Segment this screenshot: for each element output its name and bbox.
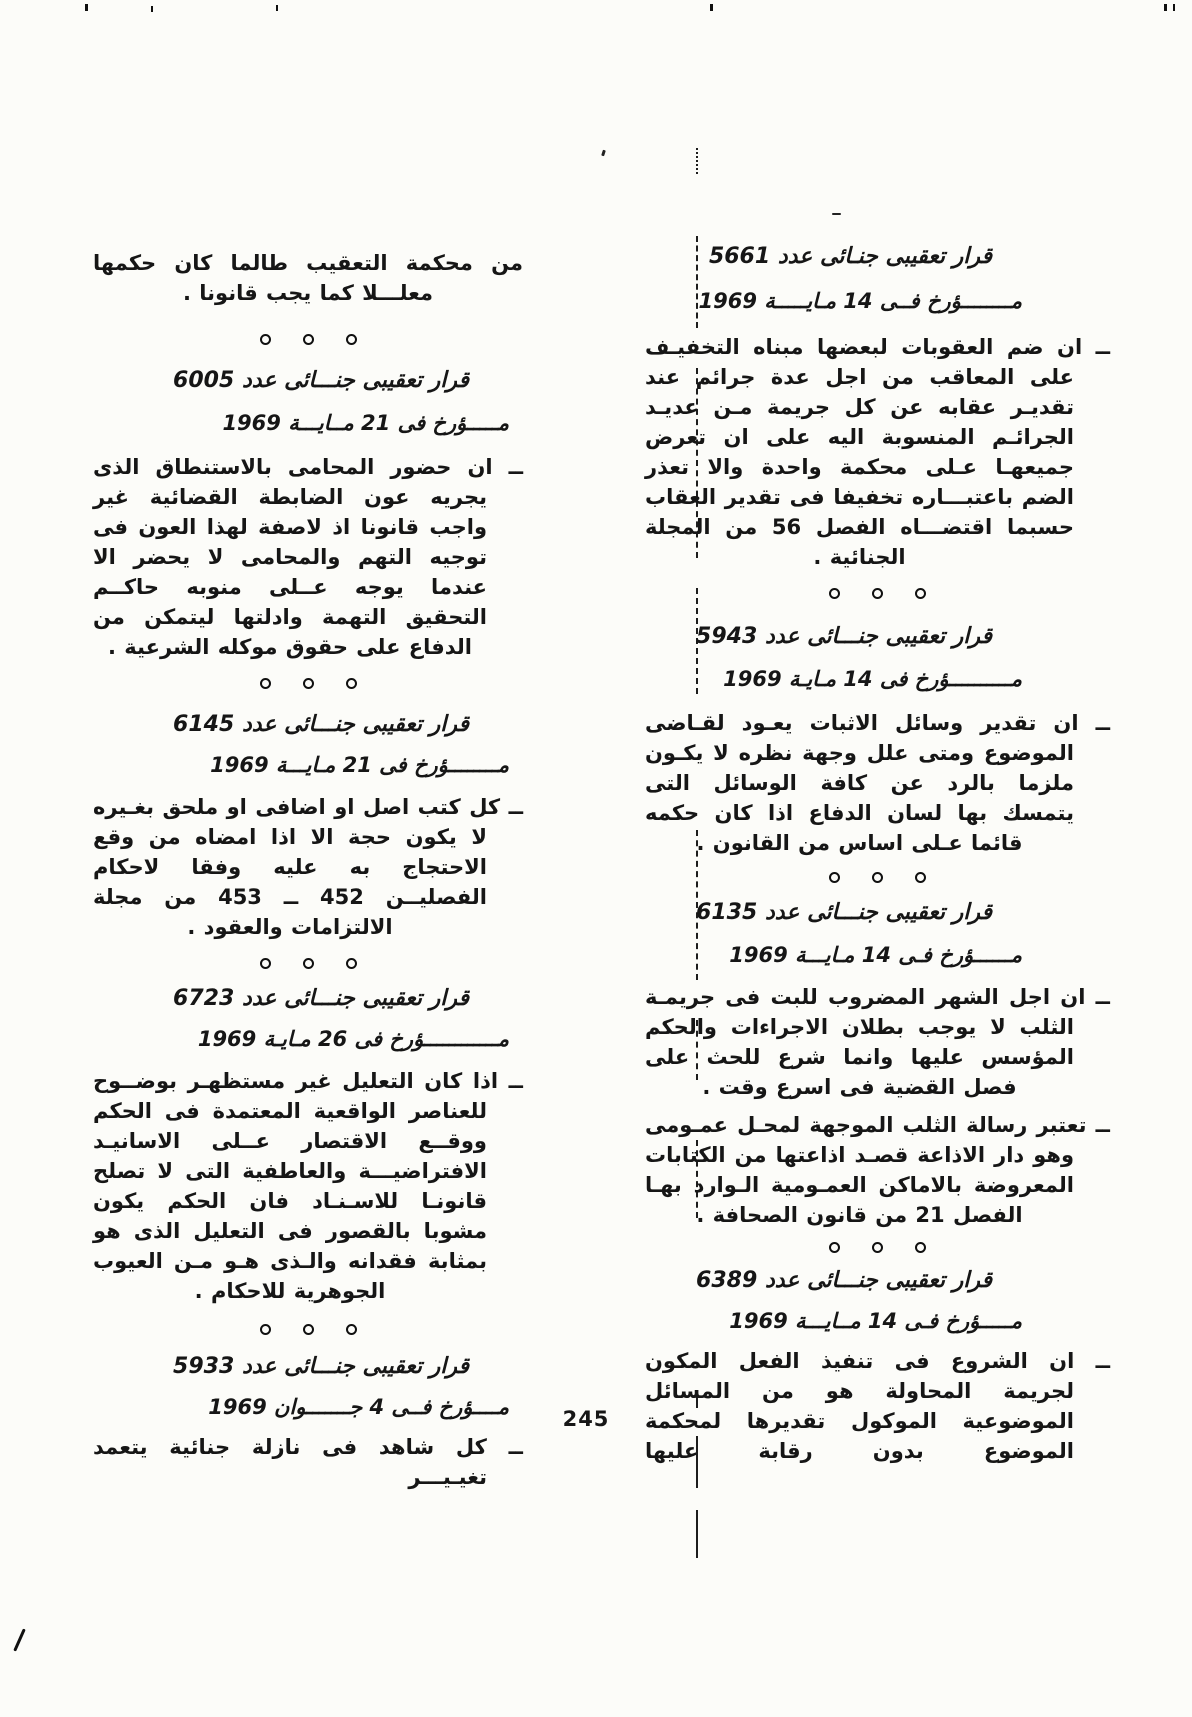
decision-title: قرار تعقيبى جنـــائى عدد 6135 [696, 900, 992, 925]
separator-ornament [346, 678, 357, 689]
section-separator [93, 950, 523, 976]
scan-tick [1164, 4, 1167, 11]
decision-date: مــــــــؤرخ فى 21 مـايـــة 1969 [210, 753, 509, 777]
separator-ornament [346, 1324, 357, 1335]
separator-ornament [346, 334, 357, 345]
section-separator [645, 580, 1110, 606]
separator-ornament [915, 1242, 926, 1253]
separator-ornament [829, 588, 840, 599]
column-left [93, 240, 523, 1492]
decision-date: مــــــــــؤرخ فى 14 مـايـة 1969 [723, 667, 1022, 691]
decision-paragraph: ــ كل كتب اصل او اضافى او ملحق بغـيره لا يكون حجة الا اذا امضاه من وقع الاحتجاج به عليه وفقا لاحكام الفصليــن 452 ــ 453 من مجلة الالتزامات والعقود . [93, 795, 523, 939]
decision-paragraph: ــ ان اجل الشهر المضروب للبت فى جريمـة الثلب لا يوجب بطلان الاجراءات والحكم المؤسس عليها وانما شرع للحث على فصل القضية فى اسرع وقت . [645, 985, 1110, 1099]
scan-speck [601, 150, 606, 157]
separator-ornament [872, 872, 883, 883]
separator-ornament [260, 678, 271, 689]
decision-date: مــــــــــــؤرخ فى 26 مـايـة 1969 [197, 1027, 509, 1051]
scan-tick [1173, 4, 1175, 11]
separator-ornament [303, 334, 314, 345]
section-separator [93, 1316, 523, 1342]
page-number: 245 [562, 1407, 610, 1431]
decision-title: قرار تعقيبى جنـــائى عدد 5933 [173, 1354, 469, 1379]
pen-mark [13, 1628, 26, 1651]
decision-paragraph: ــ ان حضور المحامى بالاستنطاق الذى يجريه عون الضابطة القضائية غير واجب قانونا اذ لاصفة لهذا العون فى توجيه التهم والمحامى لا يحضر الا عندما يوجه عــلى منوبه حاكــم التحقيق التهمة وادلتها ليتمكن من الدفاع على حقوق موكله الشرعية . [93, 455, 523, 659]
separator-ornament [872, 588, 883, 599]
separator-ornament [915, 588, 926, 599]
section-separator [645, 1234, 1110, 1260]
separator-ornament [829, 1242, 840, 1253]
separator-ornament [260, 958, 271, 969]
separator-ornament [260, 334, 271, 345]
scan-tick [276, 5, 278, 11]
decision-date: مــــؤرخ فــى 4 جـــــــوان 1969 [208, 1395, 509, 1419]
decision-paragraph: ــ ان ضم العقوبات لبعضها مبناه التخفيـف على المعاقب من اجل عدة جرائم عند تقديـر عقابه عن كل جريمة مـن عديـد الجرائـم المنسوبة اليه على ان تعرض جميعهـا عـلى محكمة واحدة والا تعذر الضم باعتبـــاره تخفيفا فى تقدير العقاب حسبما اقتضـــاه الفصل 56 من المجلة الجنائية . [645, 335, 1110, 569]
section-separator [93, 326, 523, 352]
scan-tick [151, 6, 153, 12]
decision-date: مــــــؤرخ فـى 14 مـايـــة 1969 [729, 943, 1022, 967]
decision-title: قرار تعقيبى جنـــائى عدد 6723 [173, 986, 469, 1011]
separator-ornament [829, 872, 840, 883]
scan-tick [85, 4, 88, 11]
decision-title: قرار تعقيبى جنـــائى عدد 6389 [696, 1268, 992, 1293]
decision-date: مـــــؤرخ فـى 14 مــايـــة 1969 [729, 1309, 1022, 1333]
fold-line-segment [696, 148, 698, 174]
section-separator [93, 670, 523, 696]
separator-ornament [346, 958, 357, 969]
decision-date: مـــــؤرخ فى 21 مــايـــة 1969 [222, 411, 509, 435]
separator-ornament [872, 1242, 883, 1253]
decision-paragraph: ــ ان الشروع فى تنفيذ الفعل المكون لجريمة المحاولة هو من المسائل الموضوعية الموكول تقديرها لمحكمة الموضوع بدون رقابة عليها [645, 1349, 1110, 1463]
decision-title: قرار تعقيبى جنـــائى عدد 6145 [173, 712, 469, 737]
decision-paragraph: ــ كل شاهد فى نازلة جنائية يتعمد تغيـيـــر [93, 1435, 523, 1489]
separator-ornament [915, 872, 926, 883]
continued-paragraph: من محكمة التعقيب طالما كان حكمها معلـــلا كما يجب قانونا . [93, 251, 523, 305]
fold-line-segment [696, 1510, 698, 1558]
separator-ornament [260, 1324, 271, 1335]
section-separator [645, 864, 1110, 890]
decision-paragraph: ــ تعتبر رسالة الثلب الموجهة لمحـل عمـومى وهو دار الاذاعة قصـد اذاعتها من الكتابات المعروضة بالاماكن العمـومية الـوارد بهـا الفصل 21 من قانون الصحافة . [645, 1113, 1110, 1227]
decision-title: قرار تعقيبى جنـائى عدد 5661 [708, 244, 992, 269]
scan-speck [832, 213, 841, 215]
separator-ornament [303, 678, 314, 689]
decision-date: مــــــــؤرخ فــى 14 مـايـــــة 1969 [698, 289, 1022, 313]
column-right [645, 230, 1110, 1466]
separator-ornament [303, 958, 314, 969]
scan-tick [710, 4, 713, 11]
decision-title: قرار تعقيبى جنـــائى عدد 6005 [173, 368, 469, 393]
decision-title: قرار تعقيبى جنـــائى عدد 5943 [696, 624, 992, 649]
decision-paragraph: ــ اذا كان التعليل غير مستظهـر بوضــوح للعناصر الواقعية المعتمدة فى الحكم ووقــع الاقتصار عــلى الاسانيـد الافتراضيـــة والعاطفية التى لا تصلح قانونـا للاسـنـاد فان الحكم يكون مشوبا بالقصور فى التعليل الذى هو بمثابة فقدانه والـذى هـو مـن العيوب الجوهرية للاحكام . [93, 1069, 523, 1303]
separator-ornament [303, 1324, 314, 1335]
decision-paragraph: ــ ان تقدير وسائل الاثبات يعـود لقـاضى الموضوع ومتى علل وجهة نظره لا يكـون ملزما بالرد عن كافة الوسائل التى يتمسك بها لسان الدفاع اذا كان حكمه قائما عـلى اساس من القانون . [645, 711, 1110, 855]
